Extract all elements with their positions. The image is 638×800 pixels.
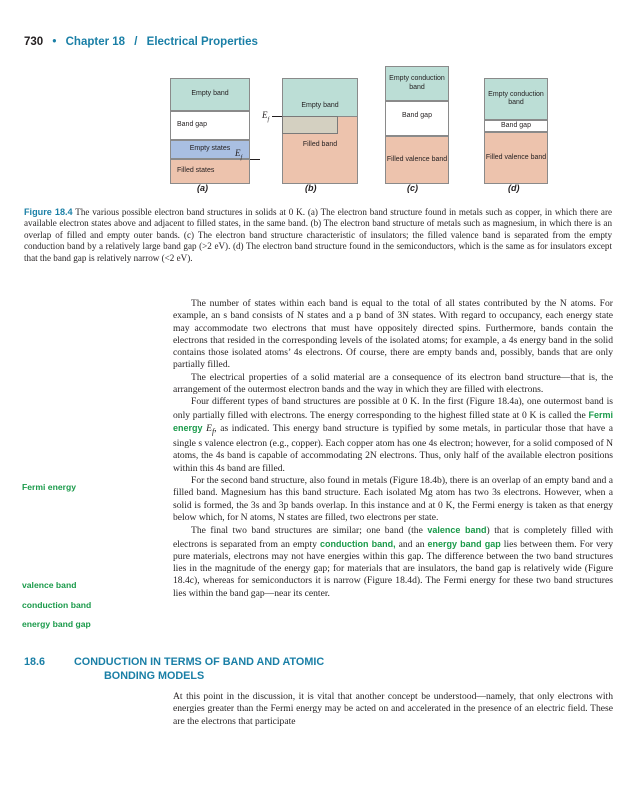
a-label: (a) bbox=[197, 183, 208, 193]
a-fermi-label: $E_f$ bbox=[235, 148, 243, 161]
a-filled-states: Filled states bbox=[170, 159, 250, 184]
d-label: (d) bbox=[508, 183, 520, 193]
margin-term-valence-band: valence band bbox=[22, 580, 77, 590]
margin-term-conduction-band: conduction band bbox=[22, 600, 92, 610]
paragraph: The electrical properties of a solid material are a consequence of its electron band structure—that is, the arrangement of the outermost electron bands and the way in which they are filled with electrons. bbox=[173, 371, 613, 396]
a-empty-band: Empty band bbox=[170, 78, 250, 111]
header-bullet: • bbox=[52, 36, 57, 48]
term-fermi-energy: Fermi energy bbox=[173, 409, 613, 433]
margin-term-fermi-energy: Fermi energy bbox=[22, 482, 76, 492]
page-number: 730 bbox=[24, 36, 44, 48]
chapter-label: Chapter 18 bbox=[65, 36, 126, 48]
header-slash: / bbox=[134, 36, 138, 48]
d-band-gap: Band gap bbox=[484, 120, 548, 132]
d-filled-valence-band: Filled valence band bbox=[484, 132, 548, 184]
paragraph: For the second band structure, also found in metals (Figure 18.4b), there is an overlap of an empty band and a filled band. Magnesium has this band structure. Each isolated Mg atom has two 3s electrons. However, when a solid is formed, the 3s and 3p bands overlap. In this instance and at 0 K, the Fermi energy is taken as that energy below which, for N atoms, N states are filled, two electrons per state. bbox=[173, 475, 613, 523]
term-energy-band-gap: energy band gap bbox=[427, 538, 501, 549]
c-label: (c) bbox=[407, 183, 418, 193]
term-valence-band: valence band bbox=[427, 525, 487, 536]
paragraph: At this point in the discussion, it is vital that another concept be understood—namely, that only electrons with energies greater than the Fermi energy may be acted on and accelerated in the presence of an electric field. These are the electrons that participate bbox=[173, 691, 613, 727]
section-number: 18.6 bbox=[24, 656, 46, 668]
margin-term-energy-band-gap: energy band gap bbox=[22, 619, 91, 629]
a-fermi-line bbox=[250, 159, 260, 160]
figure-caption bbox=[24, 207, 612, 264]
c-band-gap: Band gap bbox=[385, 101, 449, 136]
c-empty-conduction-band: Empty conduction band bbox=[385, 66, 449, 101]
paragraph: Four different types of band structures are possible at 0 K. In the first (Figure 18.4a), one outermost band is only partially filled with electrons. The energy corresponding to the highest filled state at 0 K is called the Fermi energy $E_f$, as indicated. This energy band structure is typified by some metals, in particular those that have a single s valence electron (e.g., copper). Each copper atom has one 4s electron; however, for a solid composed of N atoms, the 4s band is capable of accommodating 2N electrons. Thus, only half of the available electron positions within this 4s band are filled. bbox=[173, 396, 613, 474]
b-empty-band: Empty band bbox=[282, 78, 358, 134]
b-overlap-region bbox=[282, 116, 338, 134]
a-band-gap: Band gap bbox=[170, 111, 250, 140]
c-filled-valence-band: Filled valence band bbox=[385, 136, 449, 184]
chapter-title: Electrical Properties bbox=[146, 36, 258, 48]
body-text bbox=[173, 298, 613, 600]
section-body bbox=[173, 691, 613, 728]
band-structure-figure bbox=[0, 0, 638, 200]
paragraph: The number of states within each band is equal to the total of all states contributed by the N atoms. For example, an s band consists of N states and a p band of 3N states. With regard to occupancy, each energy state may accommodate two electrons that must have oppositely directed spins. Furthermore, bands contain the electrons that resided in the corresponding levels of the isolated atoms; for example, a 4s energy band in the solid contains those isolated atoms’ 4s electrons. Of course, there are empty bands and, possibly, bands that are only partially filled. bbox=[173, 298, 613, 371]
section-heading bbox=[24, 655, 324, 683]
caption-label: Figure 18.4 bbox=[24, 207, 73, 217]
b-filled-band: Filled band bbox=[282, 116, 358, 184]
b-fermi-label: $E_f$ bbox=[262, 110, 270, 123]
a-empty-states: Empty states bbox=[170, 140, 250, 159]
section-title-line2: BONDING MODELS bbox=[104, 670, 205, 682]
caption-text: The various possible electron band structures in solids at 0 K. (a) The electron band structure found in metals such as copper, in which there are available electron states above and adjacent to filled states, in the same band. (b) The electron band structure of metals such as magnesium, in which there is an overlap of filled and empty outer bands. (c) The electron band structure characteristic of insulators; the filled valence band is separated from the empty conduction band by a relatively large band gap (>2 eV). (d) The electron band structure found in the semiconductors, which is the same as for insulators except that the band gap is relatively narrow (<2 eV). bbox=[24, 207, 613, 263]
section-title-line1: CONDUCTION IN TERMS OF BAND AND ATOMIC bbox=[74, 656, 325, 668]
term-conduction-band: conduction band, bbox=[319, 538, 396, 549]
b-label: (b) bbox=[305, 183, 317, 193]
paragraph: The final two band structures are similar; one band (the valence band) that is completely filled with electrons is separated from an empty conduction band, and an energy band gap lies between them. For very pure materials, electrons may not have energies within this gap. The difference between the two band structures lies in the magnitude of the energy gap; for materials that are insulators, the band gap is relatively wide (Figure 18.4c), whereas for semiconductors it is narrow (Figure 18.4d). The Fermi energy for these two band structures lies within the band gap—near its center. bbox=[173, 525, 614, 599]
d-empty-conduction-band: Empty conduction band bbox=[484, 78, 548, 120]
b-fermi-line bbox=[272, 116, 282, 117]
